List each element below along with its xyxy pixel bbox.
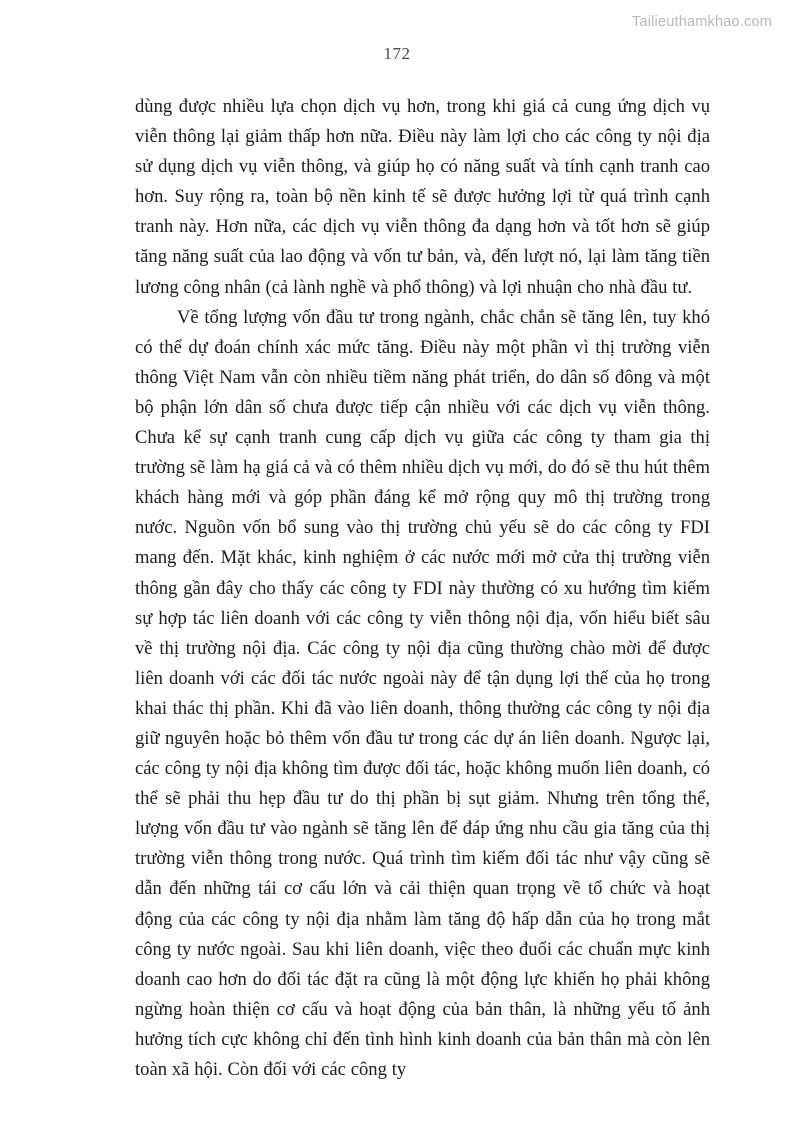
watermark-text: Tailieuthamkhao.com [631,14,772,30]
page-body [135,92,710,1085]
page-number: 172 [383,44,411,63]
paragraph-continued: dùng được nhiều lựa chọn dịch vụ hơn, trong khi giá cả cung ứng dịch vụ viễn thông lại giảm thấp hơn nữa. Điều này làm lợi cho các công ty nội địa sử dụng dịch vụ viễn thông, và giúp họ có năng suất và tính cạnh tranh cao hơn. Suy rộng ra, toàn bộ nền kinh tế sẽ được hưởng lợi từ quá trình cạnh tranh này. Hơn nữa, các dịch vụ viễn thông đa dạng hơn và tốt hơn sẽ giúp tăng năng suất của lao động và vốn tư bản, và, đến lượt nó, lại làm tăng tiền lương công nhân (cả lành nghề và phổ thông) và lợi nhuận cho nhà đầu tư. [135,96,710,298]
paragraph-investment: Về tổng lượng vốn đầu tư trong ngành, chắc chắn sẽ tăng lên, tuy khó có thể dự đoán chính xác mức tăng. Điều này một phần vì thị trường viễn thông Việt Nam vẫn còn nhiều tiềm năng phát triển, do dân số đông và một bộ phận lớn dân số chưa được tiếp cận nhiều với các dịch vụ viễn thông. Chưa kể sự cạnh tranh cung cấp dịch vụ giữa các công ty tham gia thị trường sẽ làm hạ giá cả và có thêm nhiều dịch vụ mới, do đó sẽ thu hút thêm khách hàng mới và góp phần đáng kể mở rộng quy mô thị trường trong nước. Nguồn vốn bổ sung vào thị trường chủ yếu sẽ do các công ty FDI mang đến. Mặt khác, kinh nghiệm ở các nước mới mở cửa thị trường viễn thông gần đây cho thấy các công ty FDI này thường có xu hướng tìm kiếm sự hợp tác liên doanh với các công ty viễn thông nội địa, vốn hiểu biết sâu về thị trường nội địa. Các công ty nội địa cũng thường chào mời để được liên doanh với các đối tác nước ngoài này để tận dụng lợi thế của họ trong khai thác thị phần. Khi đã vào liên doanh, thông thường các công ty nội địa giữ nguyên hoặc bỏ thêm vốn đầu tư trong các dự án liên doanh. Ngược lại, các công ty nội địa không tìm được đối tác, hoặc không muốn liên doanh, có thể sẽ phải thu hẹp đầu tư do thị phần bị sụt giảm. Nhưng trên tổng thể, lượng vốn đầu tư vào ngành sẽ tăng lên để đáp ứng nhu cầu gia tăng của thị trường viễn thông trong nước. Quá trình tìm kiếm đối tác như vậy cũng sẽ dẫn đến những tái cơ cấu lớn và cải thiện quan trọng về tổ chức và hoạt động của các công ty nội địa nhằm làm tăng độ hấp dẫn của họ trong mắt công ty nước ngoài. Sau khi liên doanh, việc theo đuổi các chuẩn mực kinh doanh cao hơn do đối tác đặt ra cũng là một động lực khiến họ phải không ngừng hoàn thiện cơ cấu và hoạt động của bản thân, là những yếu tố ảnh hưởng tích cực không chỉ đến tình hình kinh doanh của bản thân mà còn lên toàn xã hội. Còn đối với các công ty [135,306,710,1080]
